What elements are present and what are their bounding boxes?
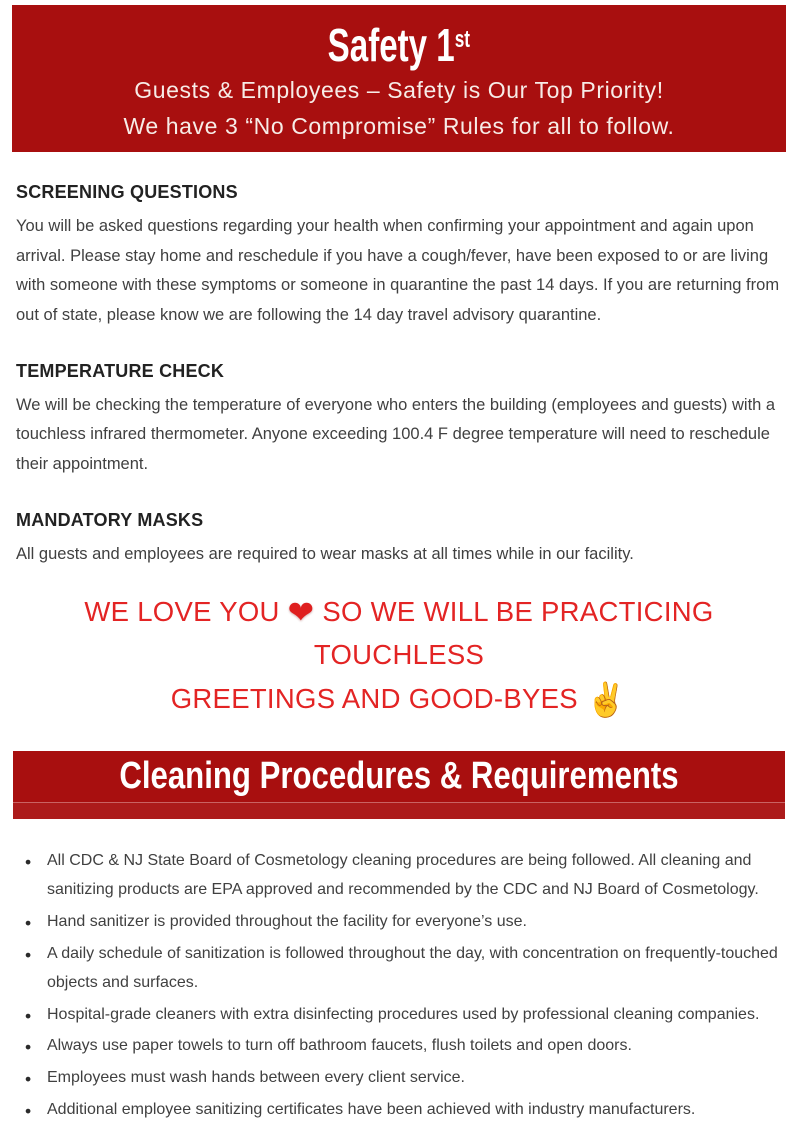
heart-icon: ❤ (287, 593, 315, 630)
banner-title-superscript: st (454, 26, 471, 53)
bullet-text: All CDC & NJ State Board of Cosmetology cleaning procedures are being followed. All cleaning and sanitizing products are EPA approved and recommended by the CDC and NJ Board of Cosmetology. (47, 851, 759, 899)
section-temperature-check (16, 361, 782, 480)
bullet-text: Hospital-grade cleaners with extra disinfecting procedures used by professional cleaning companies. (47, 1005, 760, 1023)
bullet-dot (25, 846, 31, 879)
section-mandatory-masks (16, 510, 782, 570)
banner-title-text-wrap (328, 14, 470, 71)
bullet-item-wash-hands (16, 1063, 792, 1093)
banner-subtitle-2: We have 3 “No Compromise” Rules for all to follow. (123, 113, 675, 139)
bullet-text: Additional employee sanitizing certificates have been achieved with industry manufacturers. (47, 1100, 696, 1118)
top-banner (12, 5, 786, 152)
screening-questions-heading: SCREENING QUESTIONS (16, 182, 238, 202)
bullet-item-paper-towels (16, 1031, 792, 1061)
section-screening-questions (16, 182, 782, 331)
banner-title-text: Safety 1 (327, 19, 455, 71)
love-note (16, 589, 782, 725)
peace-hand-icon: ✌ (585, 680, 628, 718)
cleaning-banner-title: Cleaning Procedures & Requirements (119, 754, 679, 797)
bullet-dot (25, 1000, 31, 1033)
mandatory-masks-body: All guests and employees are required to wear masks at all times while in our facility. (16, 544, 634, 563)
bullet-dot (25, 907, 31, 940)
bullet-item-hospital-grade (16, 1000, 792, 1030)
cleaning-banner (13, 751, 785, 819)
banner-title (12, 14, 786, 71)
bullet-item-cdc-procedures (16, 846, 792, 905)
bullet-dot (25, 939, 31, 972)
mandatory-masks-heading: MANDATORY MASKS (16, 509, 204, 530)
bullet-text: Always use paper towels to turn off bathroom faucets, flush toilets and open doors. (47, 1037, 632, 1055)
screening-questions-body: You will be asked questions regarding your health when confirming your appointment and again upon arrival. Please stay home and reschedule if you have a cough/fever, have been exposed to or are living with someone with these symptoms or someone in quarantine the past 14 days. If you are returning from out of state, please know we are following the 14 day travel advisory quarantine. (16, 217, 780, 325)
bullet-text: A daily schedule of sanitization is followed throughout the day, with concentration on frequently-touched objects and surfaces. (47, 944, 778, 992)
bullet-item-daily-schedule (16, 939, 792, 998)
banner-subtitle-1: Guests & Employees – Safety is Our Top Priority! (134, 77, 664, 103)
bullet-item-certificates (16, 1095, 792, 1125)
cleaning-banner-strip (13, 802, 785, 819)
love-note-text-2: GREETINGS AND GOOD-BYES (170, 682, 586, 714)
flyer-body (16, 182, 782, 725)
safety-flyer (0, 5, 798, 1124)
love-note-text-1a: WE LOVE YOU (84, 595, 288, 627)
cleaning-bullet-list (16, 846, 792, 1124)
love-note-line-1 (16, 589, 782, 676)
temperature-check-body: We will be checking the temperature of everyone who enters the building (employees and guests) with a touchless infrared thermometer. Anyone exceeding 100.4 F degree temperature will need to reschedule their appointment. (16, 395, 776, 474)
temperature-check-heading: TEMPERATURE CHECK (16, 360, 225, 381)
bullet-text: Employees must wash hands between every client service. (47, 1068, 465, 1086)
love-note-line-2 (16, 676, 782, 725)
love-note-text-1b: SO WE WILL BE PRACTICING TOUCHLESS (313, 595, 714, 671)
bullet-text: Hand sanitizer is provided throughout the facility for everyone’s use. (47, 913, 527, 930)
bullet-dot (25, 1031, 31, 1064)
bullet-dot (25, 1095, 31, 1127)
bullet-item-hand-sanitizer (16, 907, 792, 937)
bullet-dot (25, 1063, 31, 1096)
